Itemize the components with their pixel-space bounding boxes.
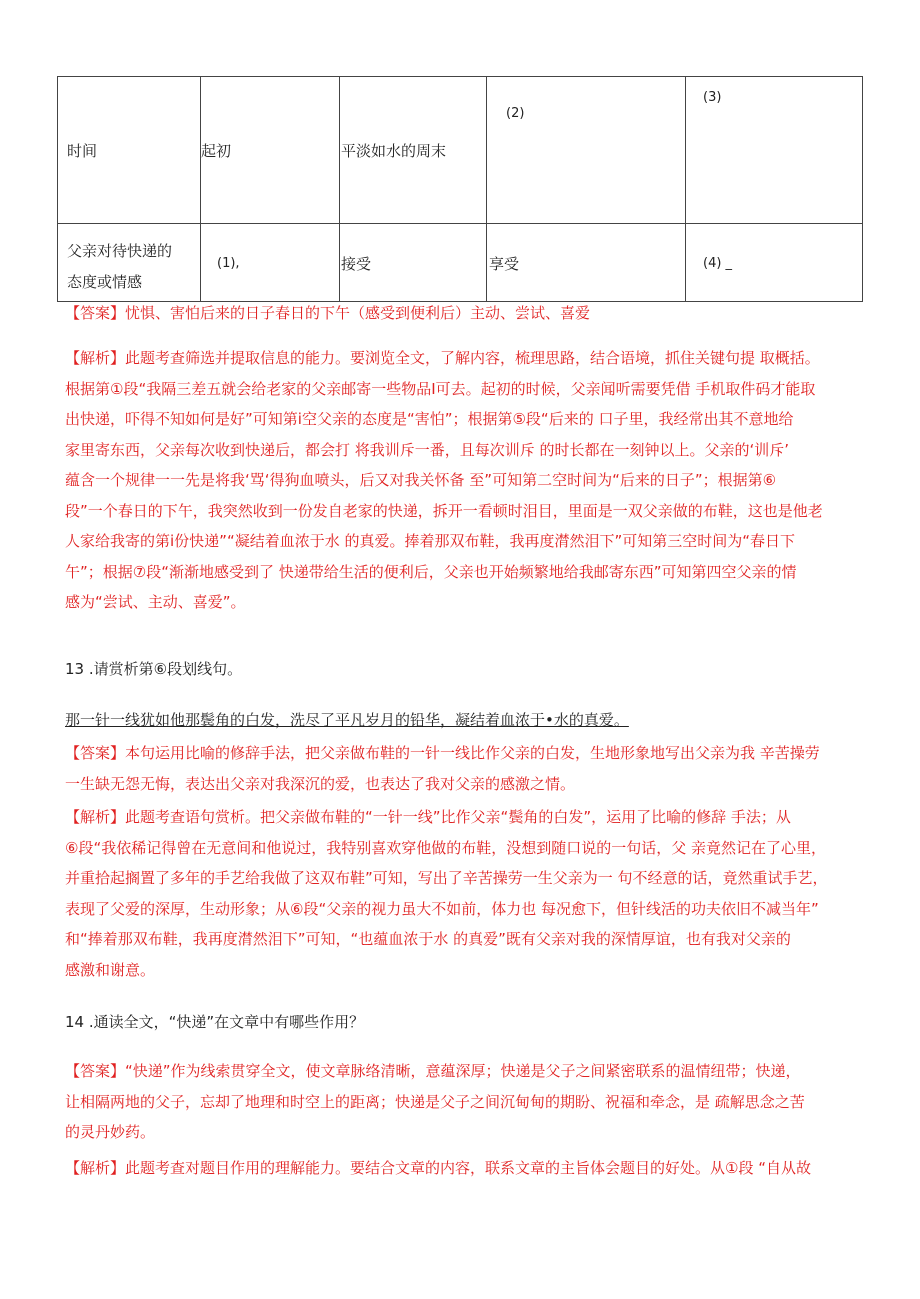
- analysis-line: 【解析】此题考查对题目作用的理解能力。要结合文章的内容，联系文章的主旨体会题目的好处。从①段 “自从故: [65, 1159, 811, 1177]
- answer-line: 一生缺无怨无悔，表达出父亲对我深沉的爱，也表达了我对父亲的感激之情。: [65, 774, 576, 793]
- row-time-c3: (2): [506, 106, 525, 121]
- row-time-c4: (3): [703, 90, 722, 105]
- row-attitude-c1: (1),: [217, 256, 240, 271]
- question-13-analysis: [65, 802, 865, 985]
- table-divider: [339, 77, 340, 301]
- answer-1: 【答案】忧惧、害怕后来的日子春日的下午（感受到便利后）主动、尝试、喜爱: [65, 304, 591, 322]
- analysis-line: 出快递，吓得不知如何是好”可知第i空父亲的态度是“害怕”；根据第⑤段“后来的 口子里，我经常出其不意地给: [65, 410, 794, 428]
- row-time-c1: 起初: [201, 142, 232, 160]
- table-divider: [486, 77, 487, 301]
- row-attitude-c3: 享受: [489, 255, 520, 273]
- analysis-line: 根据第①段“我隔三差五就会给老家的父亲邮寄一些物品I可去。起初的时候，父亲闻听需要凭借 手机取件码才能取: [65, 379, 816, 398]
- analysis-line: 【解析】此题考查筛选并提取信息的能力。要浏览全文，了解内容，梳理思路，结合语境，抓住关键句提 取概括。: [65, 349, 820, 367]
- row-attitude-label-1: 父亲对待快递的: [67, 242, 173, 260]
- info-table: [57, 76, 863, 302]
- analysis-line: 感激和谢意。: [65, 960, 156, 979]
- analysis-line: 【解析】此题考查语句赏析。把父亲做布鞋的“一针一线”比作父亲“鬓角的白发”，运用了比喻的修辞 手法；从: [65, 808, 791, 826]
- answer-line: 【答案】“快递”作为线索贯穿全文，使文章脉络清晰，意蕴深厚；快递是父子之间紧密联系的温情纽带；快递，: [65, 1062, 801, 1080]
- analysis-line: 午”；根据⑦段“渐渐地感受到了 快递带给生活的便利后，父亲也开始频繁地给我邮寄东西”可知第四空父亲的情: [65, 562, 797, 581]
- table-divider: [58, 223, 862, 224]
- answer-line: 让相隔两地的父子，忘却了地理和时空上的距离；快递是父子之间沉甸甸的期盼、祝福和牵念，是 疏解思念之苦: [65, 1092, 805, 1111]
- question-13-sentence: 那一针一线犹如他那鬓角的白发，洗尽了平凡岁月的铅华，凝结着血浓于•水的真爱。: [65, 711, 629, 729]
- question-13-title: 13 .请赏析第⑥段划线句。: [65, 660, 243, 678]
- question-14-analysis: [65, 1153, 865, 1184]
- row-attitude-c2: 接受: [341, 255, 372, 273]
- analysis-1: [65, 343, 865, 618]
- analysis-line: ⑥段“我依稀记得曾在无意间和他说过，我特别喜欢穿他做的布鞋，没想到随口说的一句话，父 亲竟然记在了心里，: [65, 838, 826, 857]
- row-time-label: 时间: [67, 142, 98, 160]
- table-divider: [685, 77, 686, 301]
- analysis-line: 并重拾起搁置了多年的手艺给我做了这双布鞋”可知，写出了辛苦操劳一生父亲为一 句不经意的话，竟然重试手艺，: [65, 869, 828, 887]
- question-14-title: 14 .通读全文，“快递”在文章中有哪些作用？: [65, 1013, 365, 1031]
- question-14-answer: [65, 1056, 865, 1148]
- analysis-line: 感为“尝试、主动、喜爱”。: [65, 593, 246, 611]
- answer-line: 的灵丹妙药。: [65, 1123, 156, 1141]
- answer-line: 【答案】本句运用比喻的修辞手法，把父亲做布鞋的一针一线比作父亲的白发，生地形象地写出父亲为我 辛苦操劳: [65, 744, 820, 762]
- analysis-line: 和“捧着那双布鞋，我再度潸然泪下”可知，“也蕴血浓于水 的真爱”既有父亲对我的深情厚谊，也有我对父亲的: [65, 930, 791, 948]
- row-attitude-c4: (4) _: [703, 256, 733, 271]
- analysis-line: 表现了父爱的深厚，生动形象；从⑥段“父亲的视力虽大不如前，体力也 每况愈下，但针线活的功夫依旧不减当年”: [65, 899, 819, 918]
- analysis-line: 蕴含一个规律一一先是将我‘骂‘得狗血喷头，后又对我关怀备 至”可知第二空时间为“后来的日子”；根据第⑥: [65, 471, 777, 489]
- analysis-line: 段”一个春日的下午，我突然收到一份发自老家的快递，拆开一看顿时泪目，里面是一双父亲做的布鞋，这也是他老: [65, 501, 823, 520]
- question-13-answer: [65, 738, 865, 799]
- table-divider: [200, 77, 201, 301]
- analysis-line: 家里寄东西，父亲每次收到快递后，都会打 将我训斥一番，且每次训斥 的时长都在一刻钟以上。父亲的‘训斥’: [65, 440, 790, 459]
- row-time-c2: 平淡如水的周末: [341, 142, 447, 160]
- analysis-line: 人家给我寄的第i份快递”“凝结着血浓于水 的真爱。捧着那双布鞋，我再度潸然泪下”可知第三空时间为“春日下: [65, 532, 796, 550]
- row-attitude-label-2: 态度或情感: [67, 273, 143, 291]
